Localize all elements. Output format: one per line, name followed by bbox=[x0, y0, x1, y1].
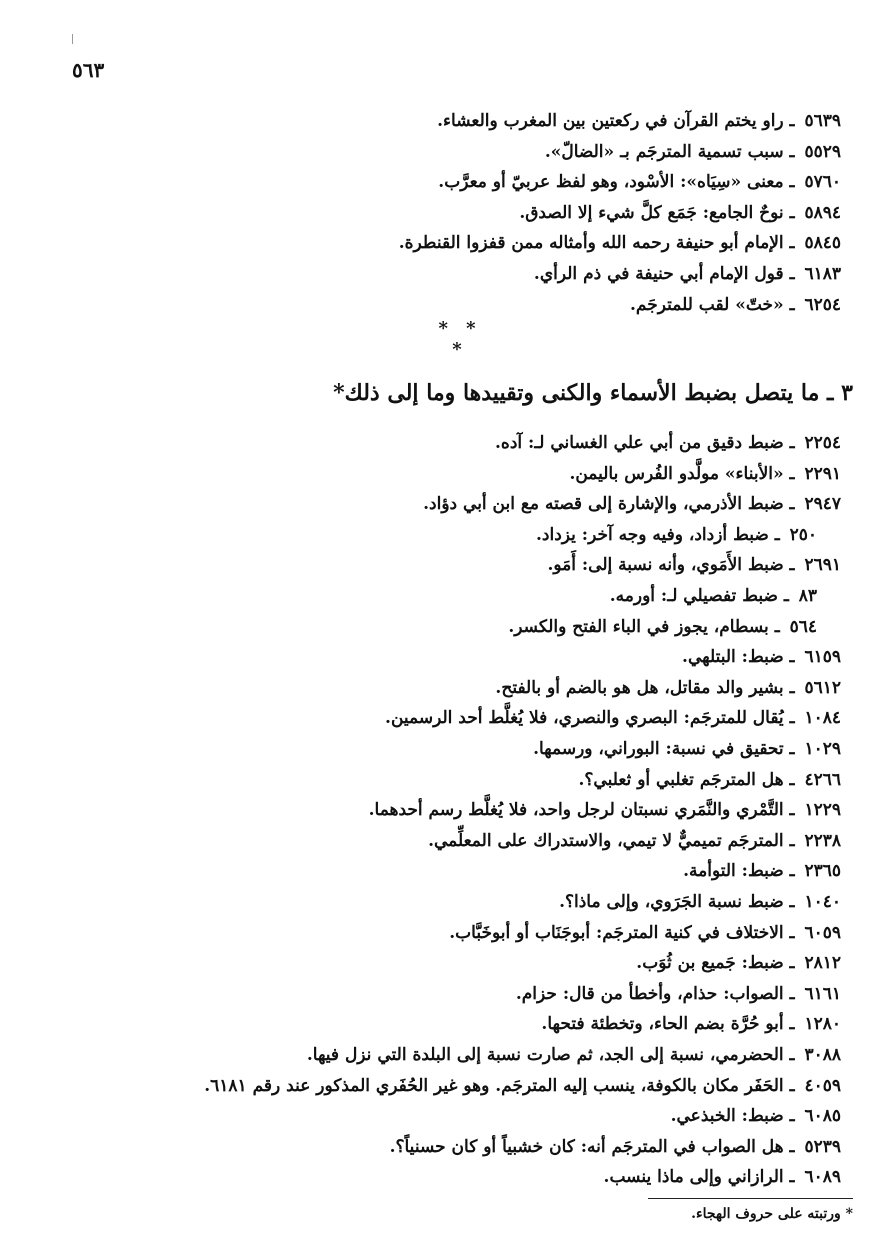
list-item bbox=[541, 1011, 841, 1037]
entry-number: ١٠٨٤ bbox=[804, 708, 841, 729]
entry-text: ـ التَّمْري والنَّمَري نسبتان لرجل واحد، فلا يُغلَّط رسم أحدهما. bbox=[368, 800, 801, 821]
list-item bbox=[534, 261, 841, 287]
entry-number: ٢٢٣٨ bbox=[804, 830, 841, 851]
list-item bbox=[437, 108, 841, 134]
entry-text: ـ الحضرمي، نسبة إلى الجد، ثم صارت نسبة إلى البلدة التي نزل فيها. bbox=[306, 1045, 801, 1065]
entry-number: ٢٨١٢ bbox=[804, 953, 841, 974]
entry-number: ٦٠٥٩ bbox=[804, 922, 841, 943]
list-item bbox=[204, 1073, 841, 1099]
entry-number: ٢٦٩١ bbox=[804, 555, 841, 576]
entry-text: ـ ضبط: جَميع بن ثُوَب. bbox=[636, 953, 801, 974]
footnote-rule bbox=[648, 1198, 853, 1199]
entry-number: ١٢٢٩ bbox=[804, 800, 841, 821]
list-item bbox=[683, 858, 841, 884]
list-item bbox=[390, 1134, 841, 1160]
entry-text: ـ المترجَم تميميٌّ لا تيمي، والاستدراك على المعلِّمي. bbox=[428, 830, 801, 851]
list-item bbox=[630, 292, 841, 318]
list-item bbox=[610, 583, 817, 609]
list-item bbox=[307, 1042, 841, 1068]
entry-text: ـ بشير والد مقاتل، هل هو بالضم أو بالفتح. bbox=[495, 677, 801, 698]
section-heading: ٣ ـ ما يتصل بضبط الأسماء والكنى وتقييدها وما إلى ذلك* bbox=[333, 380, 853, 406]
list-item bbox=[495, 675, 841, 701]
list-item bbox=[516, 981, 841, 1007]
list-item bbox=[399, 230, 841, 256]
list-item bbox=[369, 797, 841, 823]
entry-number: ٤٠٥٩ bbox=[804, 1075, 841, 1096]
entry-text: ـ سبب تسمية المترجَم بـ «الضالّ». bbox=[544, 141, 801, 162]
entry-number: ٦٠٨٩ bbox=[804, 1167, 841, 1188]
entry-number: ٥٦٣٩ bbox=[804, 111, 841, 131]
entry-number: ٦١٥٩ bbox=[804, 647, 841, 668]
entry-text: ـ ضبط: التوأمة. bbox=[683, 861, 801, 882]
list-item bbox=[559, 889, 841, 915]
entry-text: ـ ضبط الأذرمي، والإشارة إلى قصته مع ابن أبي دؤاد. bbox=[423, 494, 801, 515]
entry-text: ـ الرازاني وإلى ماذا ينسب. bbox=[603, 1167, 801, 1188]
list-item bbox=[545, 139, 841, 165]
entry-text: ـ نوحٌ الجامع: جَمَع كلَّ شيء إلا الصدق. bbox=[519, 202, 801, 223]
entry-number: ٢٢٥٤ bbox=[804, 433, 841, 453]
entry-number: ٢٢٩١ bbox=[804, 463, 841, 484]
entry-text: ـ يُقال للمترجَم: البصري والنصري، فلا يُغلَّط أحد الرسمين. bbox=[385, 708, 801, 729]
entry-text: ـ ضبط تفصيلي لـ: أورمه. bbox=[609, 586, 795, 606]
list-item bbox=[536, 522, 817, 548]
entry-text: ـ ضبط دقيق من أبي علي الغساني لـ: آده. bbox=[495, 433, 801, 453]
entry-number: ٦٠٨٥ bbox=[804, 1106, 841, 1127]
list-item bbox=[569, 461, 841, 487]
list-item bbox=[636, 950, 841, 976]
entry-number: ٥٥٢٩ bbox=[804, 141, 841, 162]
entry-number: ٦١٨٣ bbox=[804, 264, 841, 284]
list-item bbox=[519, 200, 841, 226]
entry-text: ـ الاختلاف في كنية المترجَم: أبوجَنَاب أو أبوخَبَّاب. bbox=[449, 922, 801, 943]
entry-number: ٥٧٦٠ bbox=[804, 172, 841, 193]
list-item bbox=[428, 828, 841, 854]
list-item bbox=[578, 767, 841, 793]
margin-mark bbox=[72, 34, 73, 44]
entry-text: ـ تحقيق في نسبة: البوراني، ورسمها. bbox=[533, 739, 801, 759]
footnote: * ورتبته على حروف الهجاء. bbox=[691, 1206, 853, 1222]
entry-text: ـ «الأبناء» مولَّدو الفُرس باليمن. bbox=[569, 463, 801, 484]
entry-text: ـ ضبط الأَمَوي، وأنه نسبة إلى: أَمَو. bbox=[547, 555, 801, 576]
entry-number: ٤٢٦٦ bbox=[804, 769, 841, 790]
entry-number: ٣٠٨٨ bbox=[804, 1045, 841, 1065]
entry-text: ـ ضبط: البتلهي. bbox=[682, 647, 801, 668]
entry-number: ١٢٨٠ bbox=[804, 1014, 841, 1035]
entry-number: ٦١٦١ bbox=[804, 983, 841, 1004]
entry-number: ٢٣٦٥ bbox=[804, 861, 841, 882]
entry-text: ـ الصواب: حذام، وأخطأ من قال: حزام. bbox=[515, 983, 801, 1004]
entry-number: ٥٦١٢ bbox=[804, 677, 841, 698]
entry-number: ٥٦٤ bbox=[789, 616, 817, 637]
entry-number: ٢٥٠ bbox=[789, 524, 817, 545]
list-item bbox=[533, 736, 841, 762]
entry-text: ـ راو يختم القرآن في ركعتين بين المغرب والعشاء. bbox=[437, 111, 801, 131]
entry-number: ١٠٤٠ bbox=[804, 892, 841, 912]
entry-text: ـ الإمام أبو حنيفة رحمه الله وأمثاله ممن قفزوا القنطرة. bbox=[398, 233, 801, 254]
entry-text: ـ ضبط أزداد، وفيه وجه آخر: يزداد. bbox=[536, 524, 786, 545]
entry-number: ٥٨٩٤ bbox=[804, 202, 841, 223]
entry-text: ـ بسطام، يجوز في الباء الفتح والكسر. bbox=[508, 616, 786, 637]
list-item bbox=[508, 614, 817, 640]
entry-number: ٢٩٤٧ bbox=[804, 494, 841, 515]
list-item bbox=[682, 644, 841, 670]
entry-text: ـ هل الصواب في المترجَم أنه: كان خشبياً أو كان حسنياً؟. bbox=[389, 1136, 801, 1157]
list-item bbox=[671, 1103, 841, 1129]
list-item bbox=[385, 705, 841, 731]
entry-number: ٥٨٤٥ bbox=[804, 233, 841, 254]
entry-number: ٥٢٣٩ bbox=[804, 1136, 841, 1157]
entry-text: ـ أبو حُرَّة بضم الحاء، وتخطئة فتحها. bbox=[541, 1014, 801, 1035]
entry-text: ـ معنى «سِيَاه»: الأسْود، وهو لفظ عربيّ أو معرَّب. bbox=[438, 172, 801, 193]
entry-text: ـ قول الإمام أبي حنيفة في ذم الرأي. bbox=[533, 264, 801, 284]
list-item bbox=[423, 491, 841, 517]
list-item bbox=[438, 169, 841, 195]
entry-number: ٨٣ bbox=[798, 586, 817, 606]
entry-text: ـ الحَفَر مكان بالكوفة، ينسب إليه المترجَم. وهو غير الحُفَري المذكور عند رقم ٦١٨١. bbox=[204, 1075, 801, 1096]
list-item bbox=[495, 430, 841, 456]
entry-number: ١٠٢٩ bbox=[804, 739, 841, 759]
list-item bbox=[604, 1164, 841, 1190]
list-item bbox=[547, 552, 841, 578]
entry-text: ـ هل المترجَم تغلبي أو ثعلبي؟. bbox=[578, 769, 801, 790]
entry-number: ٦٢٥٤ bbox=[804, 294, 841, 315]
entry-text: ـ ضبط: الخبذعي. bbox=[670, 1106, 801, 1127]
entry-text: ـ ضبط نسبة الجَرَوي، وإلى ماذا؟. bbox=[559, 892, 801, 912]
entry-text: ـ «ختّ» لقب للمترجَم. bbox=[630, 294, 801, 315]
list-item bbox=[449, 920, 841, 946]
section-separator: * * * bbox=[438, 318, 482, 360]
page-number: ٥٦٣ bbox=[72, 58, 105, 82]
